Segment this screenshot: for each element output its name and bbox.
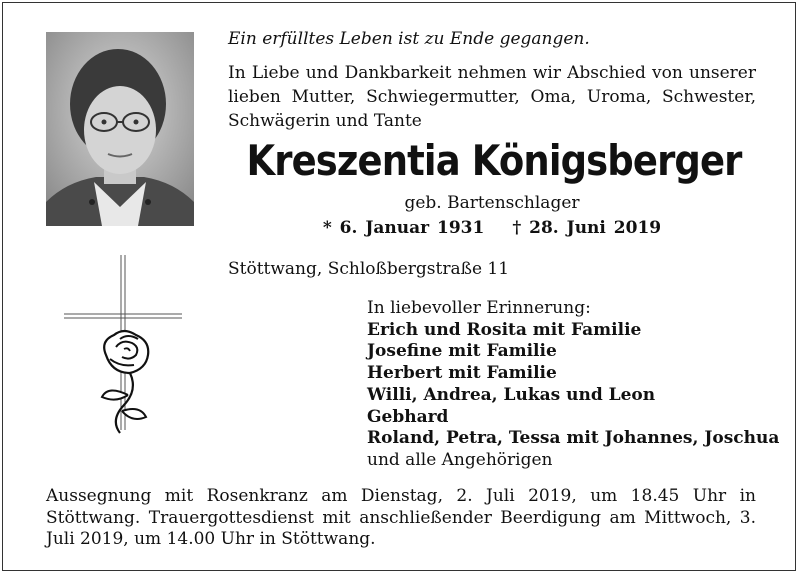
mourner-entry: Herbert mit Familie	[367, 363, 557, 384]
address: Stöttwang, Schloßbergstraße 11	[228, 259, 510, 279]
mourner-entry: Gebhard	[367, 406, 449, 427]
farewell-text: In Liebe und Dankbarkeit nehmen wir Abschied von unserer lieben Mutter, Schwiegermutter, Oma, Uroma, Schwester, Schwägerin und Tante	[228, 63, 756, 131]
portrait-image	[46, 32, 194, 226]
life-dates	[228, 218, 756, 238]
cross-rose-icon	[58, 255, 188, 435]
mourners-closing: und alle Angehörigen	[367, 449, 553, 470]
birth-date: * 6. Januar 1931	[322, 218, 485, 238]
mourner-entry: Josefine mit Familie	[367, 341, 557, 362]
mourners-heading: In liebevoller Erinnerung:	[367, 298, 591, 318]
mourner-entry: Erich und Rosita mit Familie	[367, 319, 642, 340]
mourner-entry: Roland, Petra, Tessa mit Johannes, Joschua	[367, 428, 780, 449]
maiden-name: geb. Bartenschlager	[404, 193, 580, 213]
mourners-list	[367, 298, 779, 472]
portrait-photo	[46, 32, 194, 226]
intro-line: Ein erfülltes Leben ist zu Ende gegangen.	[228, 29, 590, 49]
deceased-name: Kreszentia Königsberger	[246, 136, 742, 185]
mourner-entry: Willi, Andrea, Lukas und Leon	[367, 384, 656, 405]
funeral-details: Aussegnung mit Rosenkranz am Dienstag, 2. Juli 2019, um 18.45 Uhr in Stöttwang. Trauergottesdienst mit anschließender Beerdigung am Mittwoch, 3. Juli 2019, um 14.00 Uhr in Stöttwang.	[46, 486, 756, 549]
death-date: † 28. Juni 2019	[512, 218, 662, 238]
